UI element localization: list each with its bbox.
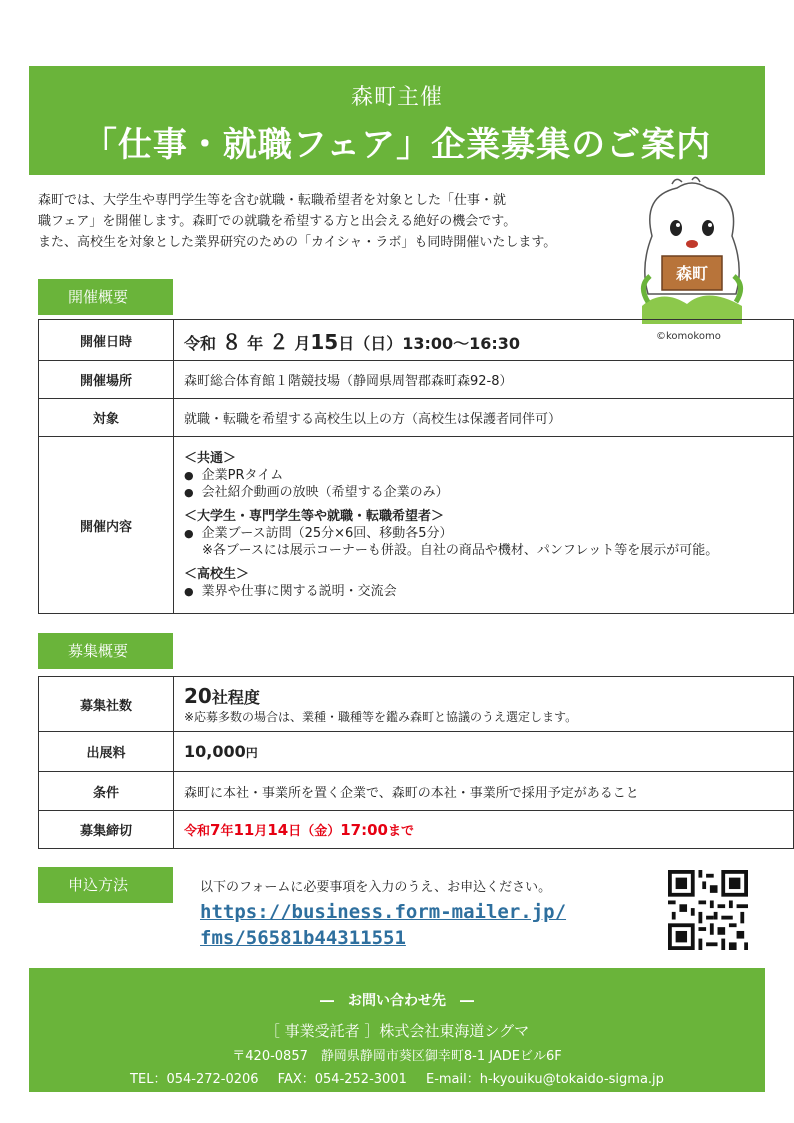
fee-number: 10,000 bbox=[184, 742, 246, 761]
content-note: ※各ブースには展示コーナーも併設。自社の商品や機材、パンフレット等を展示が可能。 bbox=[202, 543, 719, 558]
recruit-fee bbox=[174, 732, 794, 772]
table-row bbox=[39, 437, 794, 614]
intro-text bbox=[38, 190, 628, 253]
contact-footer bbox=[29, 968, 765, 1092]
qr-code-icon[interactable] bbox=[668, 870, 748, 950]
table-row bbox=[39, 732, 794, 772]
event-date bbox=[174, 320, 794, 361]
recruit-count-note: ※応募多数の場合は、業種・職種等を鑑み森町と協議のうえ選定します。 bbox=[184, 709, 578, 724]
contact-title: ― お問い合わせ先 ― bbox=[320, 993, 474, 1009]
table-row bbox=[39, 811, 794, 849]
table-row bbox=[39, 677, 794, 732]
recruit-condition: 森町に本社・事業所を置く企業で、森町の本社・事業所で採用予定があること bbox=[174, 772, 794, 811]
deadline-part: 11 bbox=[233, 821, 255, 839]
row-label: 募集締切 bbox=[39, 811, 174, 849]
date-part: 日（日）13:00～16:30 bbox=[338, 333, 521, 353]
list-item: ● 企業ブース訪問（25分×6回、移動各5分） bbox=[184, 525, 785, 542]
table-row bbox=[39, 361, 794, 399]
row-label: 募集社数 bbox=[39, 677, 174, 732]
table-row bbox=[39, 320, 794, 361]
list-item: ● 業界や仕事に関する説明・交流会 bbox=[184, 583, 785, 600]
deadline-part: 令和 bbox=[184, 824, 211, 839]
date-part: 令和 bbox=[184, 333, 217, 353]
row-label: 開催場所 bbox=[39, 361, 174, 399]
content-heading-common: ＜共通＞ bbox=[184, 451, 237, 466]
deadline-part: 月 bbox=[254, 824, 268, 839]
content-heading-hs: ＜高校生＞ bbox=[184, 567, 250, 582]
recruit-count bbox=[174, 677, 794, 732]
page-title: 「仕事・就職フェア」企業募集のご案内 bbox=[82, 125, 712, 165]
header-subtitle: 森町主催 bbox=[350, 85, 443, 110]
list-item: ● 会社紹介動画の放映（希望する企業のみ） bbox=[184, 484, 785, 501]
url-line-2: fms/56581b44311551 bbox=[200, 927, 406, 949]
date-part: ８ bbox=[221, 329, 242, 354]
count-unit: 社程度 bbox=[211, 687, 260, 707]
mascot-sign-text: 森町 bbox=[675, 264, 709, 283]
mascot-illustration bbox=[632, 176, 752, 326]
deadline-part: 日（金） bbox=[288, 824, 341, 839]
contact-organization: ［ 事業受託者 ］株式会社東海道シグマ bbox=[264, 1022, 530, 1040]
apply-instructions: 以下のフォームに必要事項を入力のうえ、お申込ください。 bbox=[200, 880, 552, 895]
intro-line-2: 職フェア」を開催します。森町での就職を希望する方と出会える絶好の機会です。 bbox=[38, 214, 517, 229]
row-label: 開催内容 bbox=[39, 437, 174, 614]
row-label: 開催日時 bbox=[39, 320, 174, 361]
section-label-event: 開催概要 bbox=[38, 279, 173, 315]
header-banner bbox=[29, 66, 765, 175]
deadline-part: 14 bbox=[267, 821, 289, 839]
date-part: 年 bbox=[247, 333, 264, 353]
recruit-table bbox=[38, 676, 794, 849]
event-venue: 森町総合体育館１階競技場（静岡県周智郡森町森92-8） bbox=[174, 361, 794, 399]
url-line-1: https://business.form-mailer.jp/ bbox=[200, 901, 567, 923]
mascot-credit: ©komokomo bbox=[656, 331, 721, 342]
contact-phone-fax-email[interactable]: TEL：054-272-0206 FAX：054-252-3001 E-mail：h-kyouiku@tokaido-sigma.jp bbox=[130, 1072, 664, 1087]
table-row bbox=[39, 399, 794, 437]
section-label-apply: 申込方法 bbox=[38, 867, 173, 903]
date-part: 月 bbox=[294, 333, 311, 353]
list-item: ● 企業PRタイム bbox=[184, 467, 785, 484]
recruit-count-value bbox=[184, 684, 793, 708]
intro-line-1: 森町では、大学生や専門学生等を含む就職・転職希望者を対象とした「仕事・就 bbox=[38, 193, 507, 208]
row-label: 条件 bbox=[39, 772, 174, 811]
deadline-part: まで bbox=[388, 824, 415, 839]
deadline-part: 7 bbox=[210, 821, 221, 839]
deadline-value bbox=[184, 821, 415, 839]
fee-value bbox=[184, 742, 258, 761]
fee-unit: 円 bbox=[245, 746, 258, 760]
event-content bbox=[174, 437, 794, 614]
content-heading-univ: ＜大学生・専門学生等や就職・転職希望者＞ bbox=[184, 509, 445, 524]
contact-address: 〒420-0857 静岡県静岡市葵区御幸町8-1 JADEビル6F bbox=[232, 1049, 562, 1064]
intro-line-3: また、高校生を対象とした業界研究のための「カイシャ・ラボ」も同時開催いたします。 bbox=[38, 235, 557, 250]
deadline-part: 17:00 bbox=[340, 821, 388, 839]
date-part: 15 bbox=[310, 329, 339, 354]
recruit-deadline bbox=[174, 811, 794, 849]
event-date-value bbox=[184, 329, 521, 354]
application-form-link[interactable] bbox=[200, 899, 566, 951]
count-number: 20 bbox=[184, 683, 212, 708]
event-table bbox=[38, 319, 794, 614]
section-label-recruit: 募集概要 bbox=[38, 633, 173, 669]
row-label: 出展料 bbox=[39, 732, 174, 772]
deadline-part: 年 bbox=[220, 824, 234, 839]
table-row bbox=[39, 772, 794, 811]
event-target: 就職・転職を希望する高校生以上の方（高校生は保護者同伴可） bbox=[174, 399, 794, 437]
row-label: 対象 bbox=[39, 399, 174, 437]
date-part: ２ bbox=[268, 329, 289, 354]
